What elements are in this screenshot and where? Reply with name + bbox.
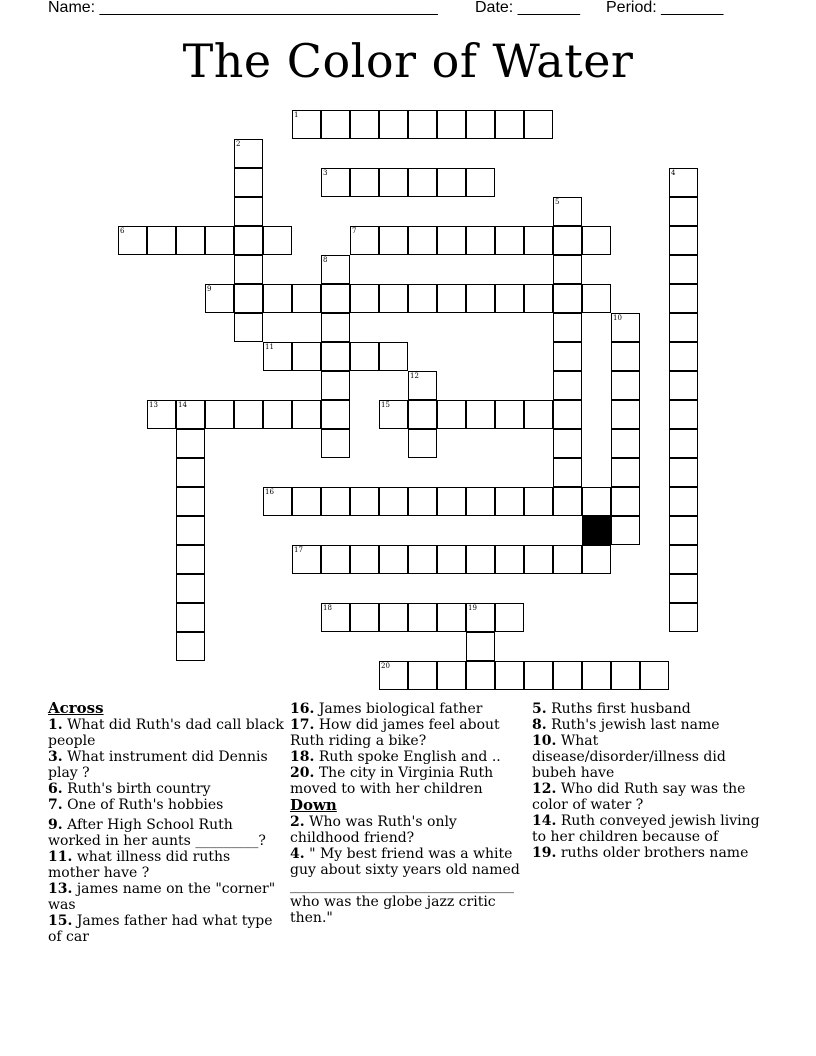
clue-number: 3: [323, 169, 328, 177]
grid-cell[interactable]: [495, 400, 524, 429]
grid-cell[interactable]: [669, 400, 698, 429]
grid-cell[interactable]: [437, 110, 466, 139]
grid-cell[interactable]: [147, 226, 176, 255]
grid-cell[interactable]: [321, 110, 350, 139]
grid-cell[interactable]: [234, 313, 263, 342]
grid-cell[interactable]: [553, 371, 582, 400]
grid-cell[interactable]: [495, 661, 524, 690]
grid-cell[interactable]: [669, 226, 698, 255]
grid-cell[interactable]: [321, 545, 350, 574]
grid-cell[interactable]: [321, 400, 350, 429]
grid-cell[interactable]: [350, 603, 379, 632]
grid-cell[interactable]: [640, 661, 669, 690]
clue-across-1: 1. What did Ruth's dad call black people: [48, 717, 284, 749]
grid-cell[interactable]: [524, 661, 553, 690]
grid-cell[interactable]: [611, 371, 640, 400]
clue-number: 5: [555, 198, 560, 206]
grid-cell[interactable]: [495, 284, 524, 313]
grid-cell[interactable]: [379, 168, 408, 197]
grid-cell[interactable]: [669, 284, 698, 313]
clue-number: 2: [236, 140, 241, 148]
grid-cell[interactable]: [611, 487, 640, 516]
grid-cell[interactable]: [263, 342, 292, 371]
grid-cell[interactable]: [292, 284, 321, 313]
grid-cell[interactable]: [292, 342, 321, 371]
grid-cell[interactable]: [205, 226, 234, 255]
clue-down-4-cont: who was the globe jazz critic then.": [290, 894, 496, 926]
grid-cell[interactable]: [669, 545, 698, 574]
grid-cell[interactable]: [234, 168, 263, 197]
grid-cell[interactable]: [669, 313, 698, 342]
grid-cell[interactable]: [408, 168, 437, 197]
clue-number: 8: [323, 256, 328, 264]
grid-cell[interactable]: [524, 226, 553, 255]
clues-column-2: [290, 700, 526, 926]
period-field[interactable]: Period: _______: [606, 0, 724, 16]
grid-cell[interactable]: [524, 110, 553, 139]
clue-across-17: 17. How did james feel about Ruth riding a bike?: [290, 717, 500, 749]
clue-across-7: 7. One of Ruth's hobbies: [48, 797, 224, 813]
clues-column-3: [532, 700, 768, 861]
grid-cell[interactable]: [176, 429, 205, 458]
grid-cell[interactable]: [669, 603, 698, 632]
grid-cell[interactable]: [524, 545, 553, 574]
grid-cell[interactable]: [379, 661, 408, 690]
grid-cell[interactable]: [408, 284, 437, 313]
grid-cell[interactable]: [611, 516, 640, 545]
grid-cell[interactable]: [176, 603, 205, 632]
grid-cell[interactable]: [379, 342, 408, 371]
grid-cell[interactable]: [466, 284, 495, 313]
grid-cell[interactable]: [553, 545, 582, 574]
grid-cell[interactable]: [669, 429, 698, 458]
grid-cell[interactable]: [524, 284, 553, 313]
grid-cell[interactable]: [669, 342, 698, 371]
grid-cell[interactable]: [466, 168, 495, 197]
grid-cell[interactable]: [263, 226, 292, 255]
grid-cell[interactable]: [495, 226, 524, 255]
grid-cell[interactable]: [553, 661, 582, 690]
grid-cell[interactable]: [234, 400, 263, 429]
grid-cell[interactable]: [669, 516, 698, 545]
clue-down-19: 19. ruths older brothers name: [532, 845, 749, 861]
grid-cell[interactable]: [582, 226, 611, 255]
grid-cell[interactable]: [350, 487, 379, 516]
clue-across-18: 18. Ruth spoke English and ..: [290, 749, 501, 765]
grid-cell[interactable]: [118, 226, 147, 255]
grid-cell[interactable]: [408, 400, 437, 429]
grid-cell[interactable]: [466, 661, 495, 690]
clue-down-2: 2. Who was Ruth's only childhood friend?: [290, 814, 457, 846]
grid-cell[interactable]: [495, 603, 524, 632]
grid-cell[interactable]: [263, 284, 292, 313]
grid-cell[interactable]: [408, 371, 437, 400]
page-title: The Color of Water: [182, 34, 634, 88]
grid-cell[interactable]: [292, 545, 321, 574]
grid-cell[interactable]: [553, 226, 582, 255]
clue-number: 7: [352, 227, 357, 235]
grid-cell[interactable]: [176, 516, 205, 545]
grid-cell[interactable]: [553, 284, 582, 313]
grid-cell[interactable]: [669, 168, 698, 197]
clue-across-11: 11. what illness did ruths mother have ?: [48, 849, 231, 881]
grid-cell[interactable]: [379, 603, 408, 632]
grid-cell[interactable]: [176, 400, 205, 429]
grid-cell[interactable]: [379, 226, 408, 255]
grid-cell[interactable]: [176, 458, 205, 487]
grid-cell[interactable]: [611, 342, 640, 371]
clue-across-15: 15. James father had what type of car: [48, 913, 273, 945]
clue-across-13: 13. james name on the "corner" was: [48, 881, 276, 913]
grid-cell[interactable]: [379, 110, 408, 139]
grid-cell[interactable]: [321, 371, 350, 400]
grid-cell[interactable]: [176, 487, 205, 516]
grid-cell[interactable]: [408, 110, 437, 139]
grid-cell[interactable]: [350, 110, 379, 139]
grid-cell[interactable]: [495, 545, 524, 574]
name-field[interactable]: Name: ______________________________________: [48, 0, 438, 16]
grid-cell[interactable]: [466, 226, 495, 255]
grid-cell[interactable]: [611, 661, 640, 690]
grid-cell[interactable]: [582, 284, 611, 313]
clue-number: 9: [207, 285, 212, 293]
grid-cell[interactable]: [524, 487, 553, 516]
grid-cell[interactable]: [321, 487, 350, 516]
grid-cell[interactable]: [379, 487, 408, 516]
grid-cell[interactable]: [408, 226, 437, 255]
black-square: [582, 516, 611, 545]
grid-cell[interactable]: [437, 400, 466, 429]
grid-cell[interactable]: [611, 313, 640, 342]
grid-cell[interactable]: [553, 400, 582, 429]
clue-number: 12: [410, 372, 419, 380]
grid-cell[interactable]: [263, 400, 292, 429]
grid-cell[interactable]: [669, 197, 698, 226]
grid-cell[interactable]: [611, 400, 640, 429]
clue-number: 15: [381, 401, 390, 409]
grid-cell[interactable]: [553, 429, 582, 458]
grid-cell[interactable]: [466, 110, 495, 139]
clue-across-20: 20. The city in Virginia Ruth moved to with her children: [290, 765, 494, 797]
clue-number: 1: [294, 111, 299, 119]
grid-cell[interactable]: [495, 110, 524, 139]
clues-column-1: [48, 700, 284, 945]
grid-cell[interactable]: [408, 545, 437, 574]
grid-cell[interactable]: [466, 400, 495, 429]
clue-number: 13: [149, 401, 158, 409]
grid-cell[interactable]: [669, 255, 698, 284]
grid-cell[interactable]: [176, 632, 205, 661]
grid-cell[interactable]: [321, 603, 350, 632]
grid-cell[interactable]: [669, 487, 698, 516]
clue-down-4: 4. " My best friend was a white guy about sixty years old named: [290, 846, 520, 878]
clue-down-10: 10. What disease/disorder/illness did bubeh have: [532, 733, 726, 781]
grid-cell[interactable]: [582, 487, 611, 516]
grid-cell[interactable]: [176, 226, 205, 255]
grid-cell[interactable]: [321, 313, 350, 342]
grid-cell[interactable]: [495, 487, 524, 516]
grid-cell[interactable]: [321, 168, 350, 197]
grid-cell[interactable]: [669, 371, 698, 400]
clue-number: 6: [120, 227, 125, 235]
grid-cell[interactable]: [350, 226, 379, 255]
grid-cell[interactable]: [553, 197, 582, 226]
down-heading: Down: [290, 796, 337, 814]
grid-cell[interactable]: [553, 487, 582, 516]
clue-down-4-blank: ________________________________: [290, 878, 514, 894]
grid-cell[interactable]: [350, 342, 379, 371]
grid-cell[interactable]: [321, 255, 350, 284]
clue-across-6: 6. Ruth's birth country: [48, 781, 211, 797]
grid-cell[interactable]: [234, 197, 263, 226]
grid-cell[interactable]: [611, 429, 640, 458]
grid-cell[interactable]: [234, 255, 263, 284]
grid-cell[interactable]: [147, 400, 176, 429]
grid-cell[interactable]: [553, 342, 582, 371]
grid-cell[interactable]: [292, 110, 321, 139]
grid-cell[interactable]: [321, 342, 350, 371]
grid-cell[interactable]: [205, 400, 234, 429]
grid-cell[interactable]: [553, 255, 582, 284]
clue-number: 19: [468, 604, 477, 612]
grid-cell[interactable]: [379, 545, 408, 574]
grid-cell[interactable]: [553, 458, 582, 487]
grid-cell[interactable]: [437, 168, 466, 197]
grid-cell[interactable]: [437, 284, 466, 313]
clue-number: 18: [323, 604, 332, 612]
clue-down-12: 12. Who did Ruth say was the color of water ?: [532, 781, 746, 813]
grid-cell[interactable]: [292, 400, 321, 429]
grid-cell[interactable]: [408, 487, 437, 516]
clue-number: 17: [294, 546, 303, 554]
grid-cell[interactable]: [524, 400, 553, 429]
clue-number: 20: [381, 662, 390, 670]
grid-cell[interactable]: [466, 603, 495, 632]
clue-across-16: 16. James biological father: [290, 701, 483, 717]
date-field[interactable]: Date: _______: [475, 0, 580, 16]
grid-cell[interactable]: [234, 139, 263, 168]
grid-cell[interactable]: [205, 284, 234, 313]
across-heading: Across: [48, 699, 104, 717]
clue-number: 11: [265, 343, 274, 351]
grid-cell[interactable]: [321, 284, 350, 313]
clue-down-5: 5. Ruths first husband: [532, 701, 691, 717]
grid-cell[interactable]: [437, 661, 466, 690]
clue-number: 10: [613, 314, 622, 322]
clue-across-9: 9. After High School Ruth worked in her aunts _________?: [48, 817, 266, 849]
grid-cell[interactable]: [437, 545, 466, 574]
grid-cell[interactable]: [582, 661, 611, 690]
grid-cell[interactable]: [350, 284, 379, 313]
grid-cell[interactable]: [292, 487, 321, 516]
clue-across-3: 3. What instrument did Dennis play ?: [48, 749, 268, 781]
grid-cell[interactable]: [234, 226, 263, 255]
grid-cell[interactable]: [408, 603, 437, 632]
grid-cell[interactable]: [350, 168, 379, 197]
grid-cell[interactable]: [437, 226, 466, 255]
grid-cell[interactable]: [321, 429, 350, 458]
grid-cell[interactable]: [582, 545, 611, 574]
clue-down-14: 14. Ruth conveyed jewish living to her children because of: [532, 813, 760, 845]
grid-cell[interactable]: [176, 574, 205, 603]
clue-number: 4: [671, 169, 676, 177]
grid-cell[interactable]: [466, 545, 495, 574]
grid-cell[interactable]: [379, 400, 408, 429]
grid-cell[interactable]: [408, 429, 437, 458]
grid-cell[interactable]: [263, 487, 292, 516]
grid-cell[interactable]: [176, 545, 205, 574]
grid-cell[interactable]: [553, 313, 582, 342]
grid-cell[interactable]: [350, 545, 379, 574]
grid-cell[interactable]: [669, 458, 698, 487]
grid-cell[interactable]: [466, 487, 495, 516]
grid-cell[interactable]: [437, 603, 466, 632]
grid-cell[interactable]: [611, 458, 640, 487]
grid-cell[interactable]: [466, 632, 495, 661]
clue-number: 16: [265, 488, 274, 496]
grid-cell[interactable]: [669, 574, 698, 603]
clue-down-8: 8. Ruth's jewish last name: [532, 717, 720, 733]
grid-cell[interactable]: [437, 487, 466, 516]
grid-cell[interactable]: [408, 661, 437, 690]
grid-cell[interactable]: [379, 284, 408, 313]
grid-cell[interactable]: [234, 284, 263, 313]
clue-number: 14: [178, 401, 187, 409]
